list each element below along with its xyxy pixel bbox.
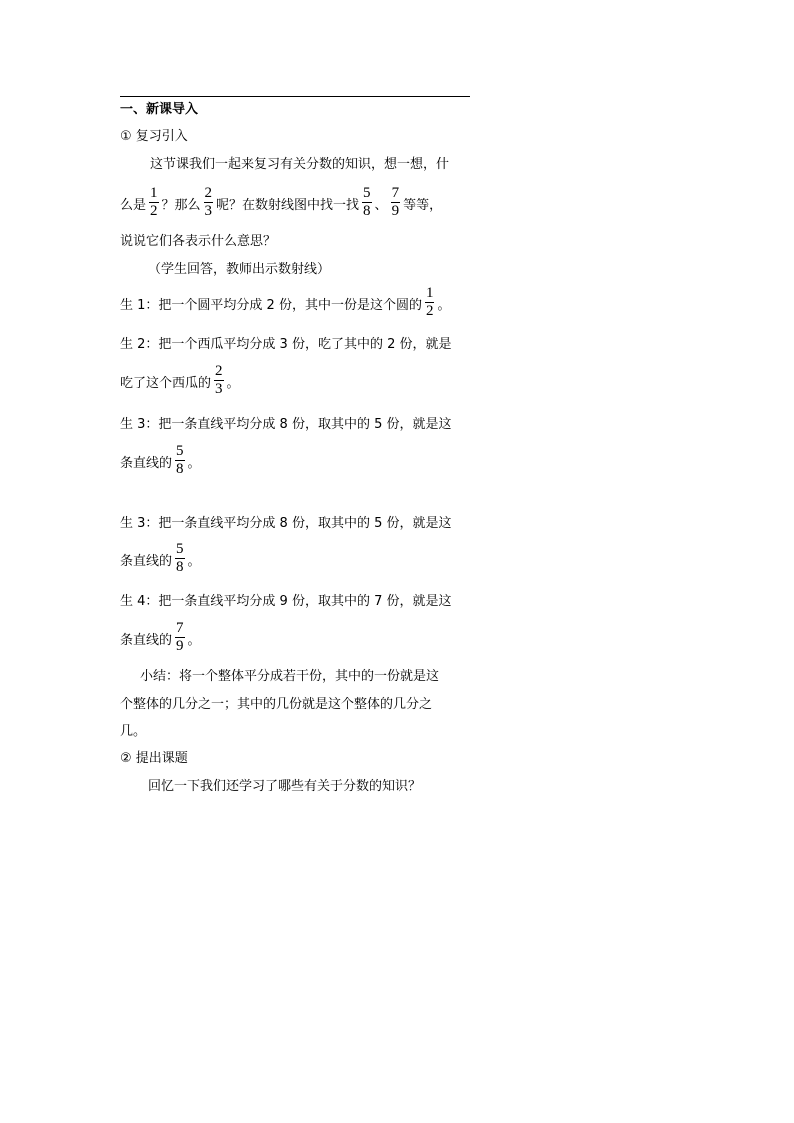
text: 条直线的 xyxy=(120,633,173,648)
summary-line-3: 几。 xyxy=(120,724,147,739)
numerator: 7 xyxy=(176,620,184,636)
numerator: 1 xyxy=(150,185,158,201)
summary-line-1: 小结：将一个整体平分成若干份，其中的一份就是这 xyxy=(140,669,440,684)
denominator: 3 xyxy=(204,203,213,219)
denominator: 9 xyxy=(391,203,400,219)
numerator: 7 xyxy=(391,185,400,201)
numerator: 1 xyxy=(425,285,434,301)
topic-line-1: 回忆一下我们还学习了哪些有关于分数的知识？ xyxy=(148,779,422,794)
fraction-one-half xyxy=(149,185,159,220)
denominator: 2 xyxy=(425,303,434,319)
text: 等等， xyxy=(403,198,443,213)
text: 。 xyxy=(437,298,451,313)
review-paragraph-line-2 xyxy=(120,185,443,223)
review-title: ① 复习引入 xyxy=(120,129,188,144)
fraction-five-eighths xyxy=(175,443,185,478)
numerator: 5 xyxy=(363,185,371,201)
answer-student-1 xyxy=(120,285,451,323)
topic-title: ② 提出课题 xyxy=(120,751,188,766)
denominator: 2 xyxy=(150,203,158,219)
denominator: 9 xyxy=(176,638,184,654)
review-paragraph-line-1: 这节课我们一起来复习有关分数的知识，想一想，什 xyxy=(150,157,450,172)
text: 呢？在数射线图中找一找 xyxy=(216,198,360,213)
text: 么是 xyxy=(120,198,147,213)
answer-student-2-line-1: 生 2：把一个西瓜平均分成 3 份，吃了其中的 2 份，就是 xyxy=(120,337,452,352)
review-note: （学生回答，教师出示数射线） xyxy=(148,262,331,277)
answer-student-2-line-2 xyxy=(120,363,240,401)
text: 条直线的 xyxy=(120,456,173,471)
numerator: 5 xyxy=(176,443,184,459)
header-rule xyxy=(120,96,470,97)
section-heading: 一、新课导入 xyxy=(120,102,199,117)
fraction-five-eighths xyxy=(175,541,185,576)
answer-student-3-line-1: 生 3：把一条直线平均分成 8 份，取其中的 5 份，就是这 xyxy=(120,417,452,432)
text: 条直线的 xyxy=(120,554,173,569)
numerator: 2 xyxy=(215,363,223,379)
answer-student-3-repeat-line-1: 生 3：把一条直线平均分成 8 份，取其中的 5 份，就是这 xyxy=(120,516,452,531)
denominator: 8 xyxy=(176,461,184,477)
text: 。 xyxy=(226,376,240,391)
fraction-seven-ninths xyxy=(175,620,185,655)
fraction-five-eighths xyxy=(362,185,372,220)
fraction-two-thirds xyxy=(214,363,224,398)
answer-student-3-line-2 xyxy=(120,443,201,481)
answer-student-4-line-2 xyxy=(120,620,201,658)
text: 。 xyxy=(187,554,201,569)
denominator: 3 xyxy=(215,381,223,397)
text: 生 1：把一个圆平均分成 2 份，其中一份是这个圆的 xyxy=(120,298,422,313)
answer-student-3-repeat-line-2 xyxy=(120,541,201,579)
denominator: 8 xyxy=(176,559,184,575)
denominator: 8 xyxy=(363,203,371,219)
fraction-two-thirds xyxy=(204,185,214,220)
numerator: 2 xyxy=(204,185,213,201)
summary-line-2: 个整体的几分之一；其中的几份就是这个整体的几分之 xyxy=(120,697,433,712)
text: 。 xyxy=(187,456,201,471)
text: ？那么 xyxy=(161,198,201,213)
fraction-seven-ninths xyxy=(391,185,401,220)
text: 、 xyxy=(374,198,388,213)
text: 。 xyxy=(187,633,201,648)
numerator: 5 xyxy=(176,541,184,557)
fraction-one-half xyxy=(425,285,435,320)
review-paragraph-line-3: 说说它们各表示什么意思？ xyxy=(120,234,277,249)
text: 吃了这个西瓜的 xyxy=(120,376,212,391)
answer-student-4-line-1: 生 4：把一条直线平均分成 9 份，取其中的 7 份，就是这 xyxy=(120,594,452,609)
